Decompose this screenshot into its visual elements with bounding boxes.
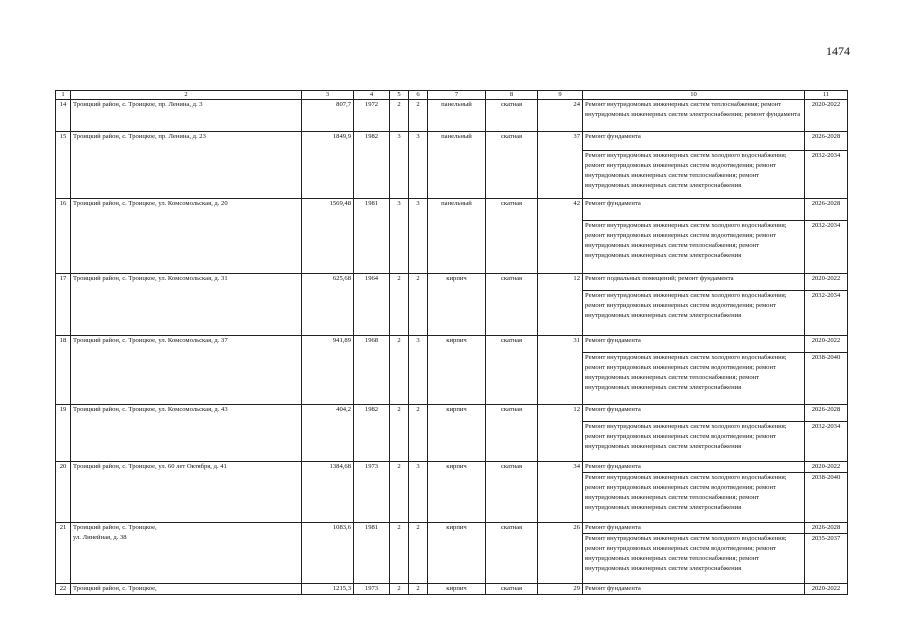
wall-material-cell: кирпич: [428, 405, 486, 462]
address-cell: Троицкий район, с. Троицкое, ул. Комсомольская, д. 20: [71, 199, 302, 274]
work-type-cell: Ремонт внутридомовых инженерных систем холодного водоснабжения; ремонт внутридомовых инженерных систем водоотведения; ремонт внутридомовых инженерных систем электроснабжения: [583, 291, 805, 336]
wall-material-cell: кирпич: [428, 584, 486, 595]
work-period-cell: 2020-2022: [805, 274, 848, 291]
year-cell: 1982: [354, 405, 390, 462]
roof-type-cell: скатная: [486, 199, 538, 274]
column-number: 5: [390, 91, 409, 100]
column-number-row: [56, 91, 848, 100]
table-row: [56, 584, 848, 595]
work-type-cell: Ремонт фундамента: [583, 199, 805, 221]
table-row: [56, 462, 848, 473]
work-type-cell: Ремонт внутридомовых инженерных систем холодного водоснабжения; ремонт внутридомовых инженерных систем водоотведения; ремонт внутридомовых инженерных систем теплоснабжения; ремонт внутридомовых инженерных систем электроснабжения: [583, 353, 805, 405]
work-period-cell: 2032-2034: [805, 291, 848, 336]
entrances-cell: 3: [409, 199, 428, 274]
roof-type-cell: скатная: [486, 132, 538, 199]
residents-cell: 12: [538, 405, 583, 462]
work-type-cell: Ремонт внутридомовых инженерных систем холодного водоснабжения; ремонт внутридомовых инженерных систем водоотведения; ремонт внутридомовых инженерных систем электроснабжения: [583, 422, 805, 462]
row-number-cell: 20: [56, 462, 71, 523]
work-type-cell: Ремонт подвальных помещений; ремонт фундамента: [583, 274, 805, 291]
address-cell: Троицкий район, с. Троицкое, ул. Комсомольская, д. 37: [71, 336, 302, 405]
roof-type-cell: скатная: [486, 584, 538, 595]
residents-cell: 34: [538, 462, 583, 523]
page-number: 1474: [826, 44, 850, 58]
work-type-cell: Ремонт внутридомовых инженерных систем холодного водоснабжения; ремонт внутридомовых инженерных систем водоотведения; ремонт внутридомовых инженерных систем теплоснабжения; ремонт внутридомовых инженерных систем электроснабжения: [583, 221, 805, 274]
table-row: [56, 199, 848, 221]
work-type-cell: Ремонт фундамента: [583, 336, 805, 353]
entrances-cell: 2: [409, 405, 428, 462]
entrances-cell: 2: [409, 523, 428, 584]
address-cell: Троицкий район, с. Троицкое, ул. 60 лет Октября, д. 41: [71, 462, 302, 523]
column-number: 1: [56, 91, 71, 100]
column-number: 3: [302, 91, 354, 100]
area-cell: 1569,48: [302, 199, 354, 274]
work-type-cell: Ремонт внутридомовых инженерных систем холодного водоснабжения; ремонт внутридомовых инженерных систем водоотведения; ремонт внутридомовых инженерных систем теплоснабжения; ремонт внутридомовых инженерных систем электроснабжения: [583, 534, 805, 584]
row-number-cell: 22: [56, 584, 71, 595]
work-period-cell: 2026-2028: [805, 523, 848, 534]
work-period-cell: 2032-2034: [805, 422, 848, 462]
wall-material-cell: кирпич: [428, 336, 486, 405]
work-type-cell: Ремонт внутридомовых инженерных систем холодного водоснабжения; ремонт внутридомовых инженерных систем водоотведения; ремонт внутридомовых инженерных систем теплоснабжения; ремонт внутридомовых инженерных систем электроснабжения: [583, 151, 805, 199]
floors-cell: 3: [390, 132, 409, 199]
residents-cell: 37: [538, 132, 583, 199]
year-cell: 1981: [354, 523, 390, 584]
work-period-cell: 2020-2022: [805, 100, 848, 132]
work-period-cell: 2038-2040: [805, 353, 848, 405]
residents-cell: 29: [538, 584, 583, 595]
area-cell: 807,7: [302, 100, 354, 132]
work-type-cell: Ремонт внутридомовых инженерных систем холодного водоснабжения; ремонт внутридомовых инженерных систем водоотведения; ремонт внутридомовых инженерных систем теплоснабжения; ремонт внутридомовых инженерных систем электроснабжения: [583, 473, 805, 523]
work-period-cell: 2020-2022: [805, 584, 848, 595]
wall-material-cell: панельный: [428, 199, 486, 274]
roof-type-cell: скатная: [486, 336, 538, 405]
residents-cell: 31: [538, 336, 583, 405]
roof-type-cell: скатная: [486, 405, 538, 462]
residents-cell: 12: [538, 274, 583, 336]
area-cell: 404,2: [302, 405, 354, 462]
floors-cell: 2: [390, 523, 409, 584]
work-type-cell: Ремонт фундамента: [583, 523, 805, 534]
entrances-cell: 3: [409, 462, 428, 523]
column-number: 9: [538, 91, 583, 100]
work-type-cell: Ремонт фундамента: [583, 584, 805, 595]
residents-cell: 26: [538, 523, 583, 584]
row-number-cell: 21: [56, 523, 71, 584]
floors-cell: 2: [390, 584, 409, 595]
work-period-cell: 2026-2028: [805, 405, 848, 422]
work-type-cell: Ремонт фундамента: [583, 462, 805, 473]
address-cell: Троицкий район, с. Троицкое, пр. Ленина, д. 3: [71, 100, 302, 132]
year-cell: 1981: [354, 199, 390, 274]
wall-material-cell: кирпич: [428, 523, 486, 584]
work-period-cell: 2038-2040: [805, 473, 848, 523]
wall-material-cell: панельный: [428, 100, 486, 132]
entrances-cell: 3: [409, 132, 428, 199]
residents-cell: 42: [538, 199, 583, 274]
wall-material-cell: кирпич: [428, 274, 486, 336]
area-cell: 1083,6: [302, 523, 354, 584]
table-row: [56, 336, 848, 353]
roof-type-cell: скатная: [486, 462, 538, 523]
work-period-cell: 2026-2028: [805, 199, 848, 221]
year-cell: 1964: [354, 274, 390, 336]
row-number-cell: 17: [56, 274, 71, 336]
wall-material-cell: кирпич: [428, 462, 486, 523]
area-cell: 625,68: [302, 274, 354, 336]
work-period-cell: 2032-2034: [805, 151, 848, 199]
year-cell: 1968: [354, 336, 390, 405]
roof-type-cell: скатная: [486, 274, 538, 336]
work-type-cell: Ремонт фундамента: [583, 405, 805, 422]
year-cell: 1972: [354, 100, 390, 132]
row-number-cell: 15: [56, 132, 71, 199]
work-period-cell: 2020-2022: [805, 336, 848, 353]
table-row: [56, 100, 848, 132]
table-row: [56, 523, 848, 534]
row-number-cell: 16: [56, 199, 71, 274]
entrances-cell: 2: [409, 100, 428, 132]
area-cell: 941,89: [302, 336, 354, 405]
floors-cell: 2: [390, 405, 409, 462]
area-cell: 1215,3: [302, 584, 354, 595]
year-cell: 1982: [354, 132, 390, 199]
address-cell: Троицкий район, с. Троицкое,: [71, 584, 302, 595]
entrances-cell: 2: [409, 584, 428, 595]
residents-cell: 24: [538, 100, 583, 132]
address-cell: Троицкий район, с. Троицкое, ул. Линейная, д. 38: [71, 523, 302, 584]
work-period-cell: 2020-2022: [805, 462, 848, 473]
year-cell: 1973: [354, 462, 390, 523]
address-cell: Троицкий район, с. Троицкое, ул. Комсомольская, д. 31: [71, 274, 302, 336]
row-number-cell: 19: [56, 405, 71, 462]
floors-cell: 2: [390, 100, 409, 132]
table-row: [56, 405, 848, 422]
column-number: 2: [71, 91, 302, 100]
column-number: 10: [583, 91, 805, 100]
roof-type-cell: скатная: [486, 523, 538, 584]
work-period-cell: 2035-2037: [805, 534, 848, 584]
row-number-cell: 14: [56, 100, 71, 132]
entrances-cell: 3: [409, 336, 428, 405]
table-row: [56, 274, 848, 291]
column-number: 8: [486, 91, 538, 100]
work-type-cell: Ремонт внутридомовых инженерных систем теплоснабжения; ремонт внутридомовых инженерных систем электроснабжения; ремонт фундамента: [583, 100, 805, 132]
year-cell: 1973: [354, 584, 390, 595]
table-row: [56, 132, 848, 151]
column-number: 11: [805, 91, 848, 100]
floors-cell: 2: [390, 462, 409, 523]
row-number-cell: 18: [56, 336, 71, 405]
roof-type-cell: скатная: [486, 100, 538, 132]
column-number: 6: [409, 91, 428, 100]
work-period-cell: 2026-2028: [805, 132, 848, 151]
floors-cell: 3: [390, 199, 409, 274]
floors-cell: 2: [390, 274, 409, 336]
column-number: 7: [428, 91, 486, 100]
address-cell: Троицкий район, с. Троицкое, пр. Ленина, д. 23: [71, 132, 302, 199]
housing-register-table: [55, 90, 848, 595]
work-type-cell: Ремонт фундамента: [583, 132, 805, 151]
work-period-cell: 2032-2034: [805, 221, 848, 274]
floors-cell: 2: [390, 336, 409, 405]
area-cell: 1384,68: [302, 462, 354, 523]
area-cell: 1849,9: [302, 132, 354, 199]
wall-material-cell: панельный: [428, 132, 486, 199]
entrances-cell: 2: [409, 274, 428, 336]
address-cell: Троицкий район, с. Троицкое, ул. Комсомольская, д. 43: [71, 405, 302, 462]
column-number: 4: [354, 91, 390, 100]
